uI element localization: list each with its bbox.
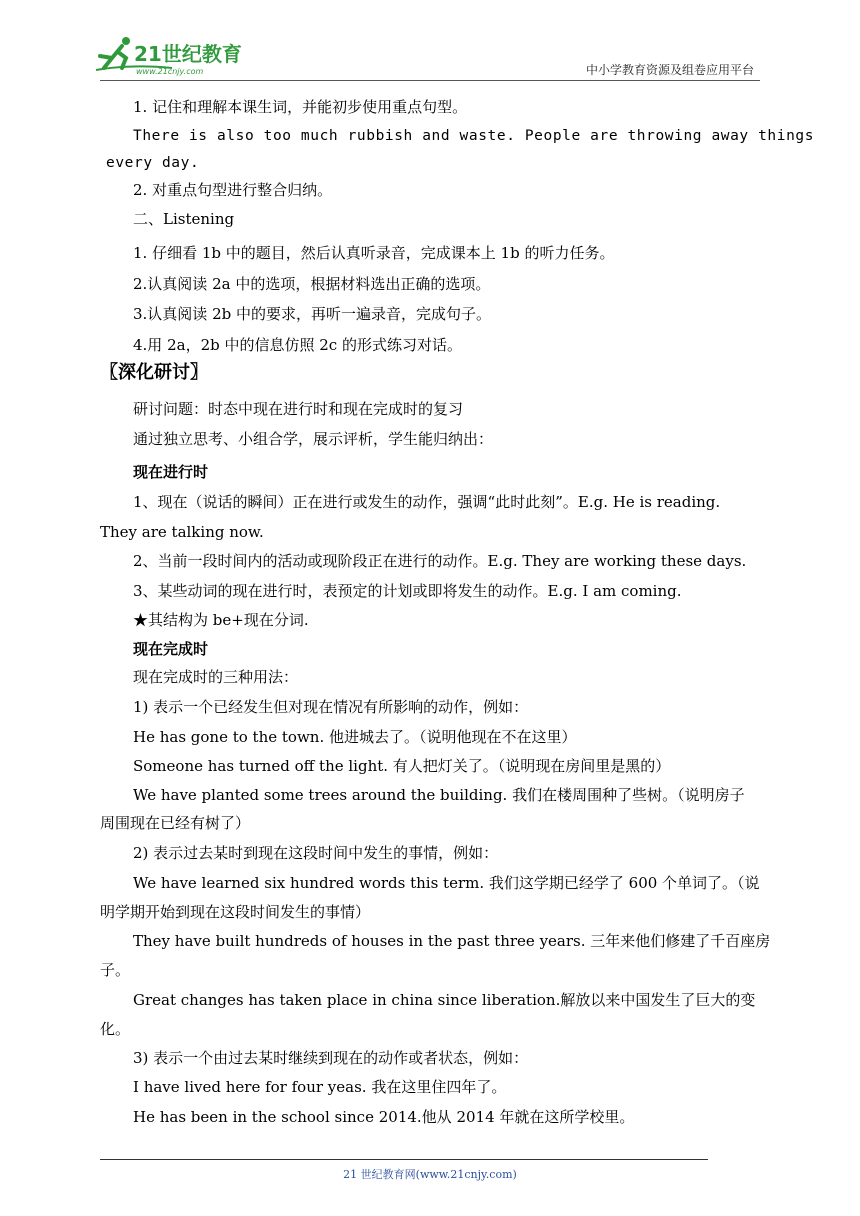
pp-example-2c-cont: 化。 bbox=[100, 1020, 131, 1038]
pp-example-2a: We have learned six hundred words this term. 我们这学期已经学了 600 个单词了。（说 bbox=[133, 874, 760, 892]
pp-example-1c: We have planted some trees around the building. 我们在楼周围种了些树。（说明房子 bbox=[133, 786, 745, 804]
pp-example-3b: He has been in the school since 2014.他从 2014 年就在这所学校里。 bbox=[133, 1108, 635, 1126]
logo-text: 21世纪教育 bbox=[134, 42, 242, 66]
footer-divider bbox=[100, 1159, 708, 1160]
key-sentence: There is also too much rubbish and waste. People are throwing away things bbox=[133, 128, 815, 144]
listening-step-3: 3.认真阅读 2b 中的要求，再听一遍录音，完成句子。 bbox=[133, 305, 491, 323]
pp-example-1a: He has gone to the town. 他进城去了。（说明他现在不在这里） bbox=[133, 728, 577, 746]
pp-example-1c-cont: 周围现在已经有树了） bbox=[100, 814, 251, 832]
section-heading: 〖深化研讨〗 bbox=[100, 362, 208, 383]
header-divider bbox=[100, 80, 760, 81]
listening-heading: 二、Listening bbox=[133, 210, 235, 228]
listening-step-4: 4.用 2a，2b 中的信息仿照 2c 的形式练习对话。 bbox=[133, 336, 462, 354]
discussion-topic: 研讨问题：时态中现在进行时和现在完成时的复习 bbox=[133, 400, 464, 418]
pp-use-1: 1) 表示一个已经发生但对现在情况有所影响的动作，例如： bbox=[133, 698, 529, 716]
pc-usage-3: 3、某些动词的现在进行时，表预定的计划或即将发生的动作。E.g. I am coming. bbox=[133, 582, 682, 600]
site-logo bbox=[92, 34, 262, 78]
discussion-intro: 通过独立思考、小组合学，展示评析，学生能归纳出： bbox=[133, 430, 494, 448]
pp-three-uses: 现在完成时的三种用法： bbox=[133, 668, 299, 686]
logo-url: www.21cnjy.com bbox=[136, 67, 204, 76]
pc-structure: ★其结构为 be+现在分词. bbox=[133, 611, 309, 629]
objective-2: 2. 对重点句型进行整合归纳。 bbox=[133, 181, 333, 199]
pc-usage-1: 1、现在（说话的瞬间）正在进行或发生的动作，强调“此时此刻”。E.g. He is reading. bbox=[133, 493, 721, 511]
present-perfect-heading: 现在完成时 bbox=[133, 640, 209, 658]
pp-example-2b-cont: 子。 bbox=[100, 961, 131, 979]
pp-use-2: 2) 表示过去某时到现在这段时间中发生的事情，例如： bbox=[133, 844, 499, 862]
runner-logo-icon bbox=[92, 34, 262, 78]
listening-step-2: 2.认真阅读 2a 中的选项，根据材料选出正确的选项。 bbox=[133, 275, 491, 293]
pp-example-2a-cont: 明学期开始到现在这段时间发生的事情） bbox=[100, 903, 371, 921]
pp-example-2c: Great changes has taken place in china since liberation.解放以来中国发生了巨大的变 bbox=[133, 991, 756, 1009]
pc-usage-2: 2、当前一段时间内的活动或现阶段正在进行的动作。E.g. They are working these days. bbox=[133, 552, 747, 570]
pp-use-3: 3) 表示一个由过去某时继续到现在的动作或者状态，例如： bbox=[133, 1049, 529, 1067]
present-continuous-heading: 现在进行时 bbox=[133, 463, 209, 481]
pp-example-2b: They have built hundreds of houses in the past three years. 三年来他们修建了千百座房 bbox=[133, 932, 771, 950]
pc-usage-1-cont: They are talking now. bbox=[100, 523, 264, 541]
listening-step-1: 1. 仔细看 1b 中的题目，然后认真听录音，完成课本上 1b 的听力任务。 bbox=[133, 244, 615, 262]
header-platform-title: 中小学教育资源及组卷应用平台 bbox=[585, 63, 754, 77]
objective-1: 1. 记住和理解本课生词，并能初步使用重点句型。 bbox=[133, 98, 468, 116]
footer-link[interactable]: 21 世纪教育网(www.21cnjy.com) bbox=[343, 1168, 517, 1181]
pp-example-3a: I have lived here for four yeas. 我在这里住四年了。 bbox=[133, 1078, 507, 1096]
pp-example-1b: Someone has turned off the light. 有人把灯关了。（说明现在房间里是黑的） bbox=[133, 757, 671, 775]
key-sentence-cont: every day. bbox=[106, 155, 200, 171]
